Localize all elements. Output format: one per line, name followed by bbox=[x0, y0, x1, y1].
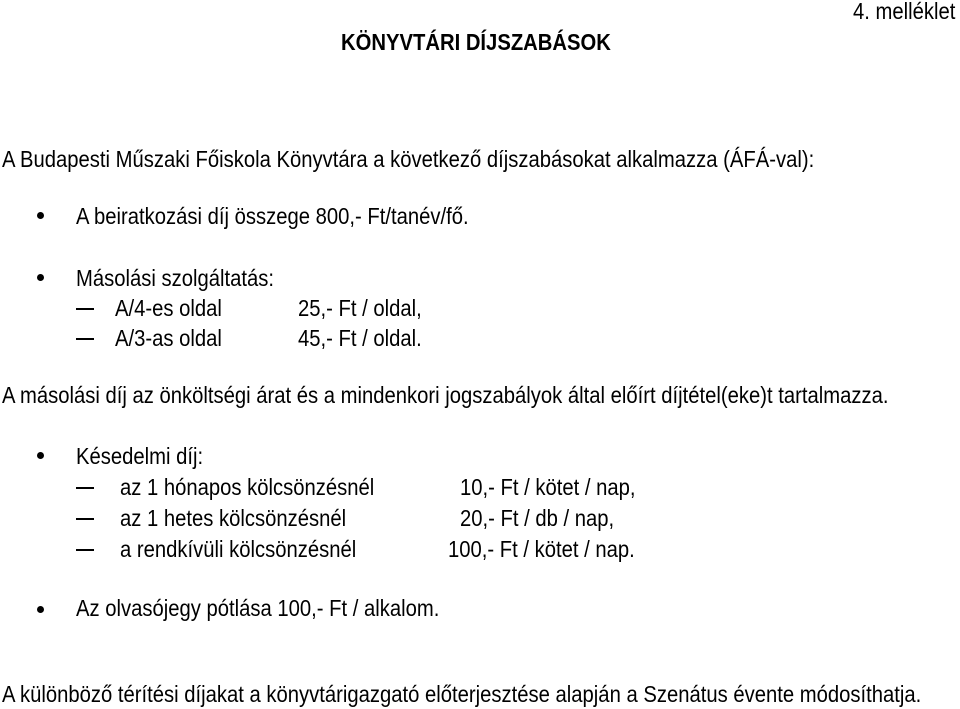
late-fee-item-label: a rendkívüli kölcsönzésnél bbox=[120, 536, 357, 562]
copying-item-label: A/3-as oldal bbox=[115, 325, 222, 351]
bullet-dot-icon bbox=[37, 452, 44, 459]
late-fee-item-price: 20,- Ft / db / nap, bbox=[460, 505, 615, 531]
enrollment-fee: A beiratkozási díj összege 800,- Ft/tanév/fő. bbox=[76, 203, 469, 229]
intro-text: A Budapesti Műszaki Főiskola Könyvtára a következő díjszabásokat alkalmazza (ÁFÁ-val): bbox=[2, 146, 815, 172]
card-replacement-fee: Az olvasójegy pótlása 100,- Ft / alkalom. bbox=[76, 595, 440, 621]
dash-icon bbox=[76, 338, 94, 340]
bullet-dot-icon bbox=[37, 274, 44, 281]
copying-item-label: A/4-es oldal bbox=[115, 295, 222, 321]
late-fee-heading: Késedelmi díj: bbox=[76, 443, 204, 469]
dash-icon bbox=[76, 308, 94, 310]
copying-heading: Másolási szolgáltatás: bbox=[76, 265, 274, 291]
page-title: KÖNYVTÁRI DÍJSZABÁSOK bbox=[341, 29, 611, 55]
late-fee-item-label: az 1 hónapos kölcsönzésnél bbox=[120, 474, 375, 500]
copying-note: A másolási díj az önköltségi árat és a mindenkori jogszabályok által előírt díjtétel(eke)t tartalmazza. bbox=[2, 382, 889, 408]
footer-note: A különböző térítési díjakat a könyvtárigazgató előterjesztése alapján a Szenátus évente módosíthatja. bbox=[2, 681, 922, 707]
dash-icon bbox=[76, 518, 94, 520]
bullet-dot-icon bbox=[37, 606, 44, 613]
late-fee-item-price: 10,- Ft / kötet / nap, bbox=[460, 474, 636, 500]
late-fee-item-price: 100,- Ft / kötet / nap. bbox=[448, 536, 635, 562]
late-fee-item-label: az 1 hetes kölcsönzésnél bbox=[120, 505, 347, 531]
copying-item-price: 45,- Ft / oldal. bbox=[298, 325, 422, 351]
bullet-dot-icon bbox=[37, 212, 44, 219]
dash-icon bbox=[76, 549, 94, 551]
annex-label: 4. melléklet bbox=[853, 0, 956, 24]
copying-item-price: 25,- Ft / oldal, bbox=[298, 295, 422, 321]
dash-icon bbox=[76, 487, 94, 489]
